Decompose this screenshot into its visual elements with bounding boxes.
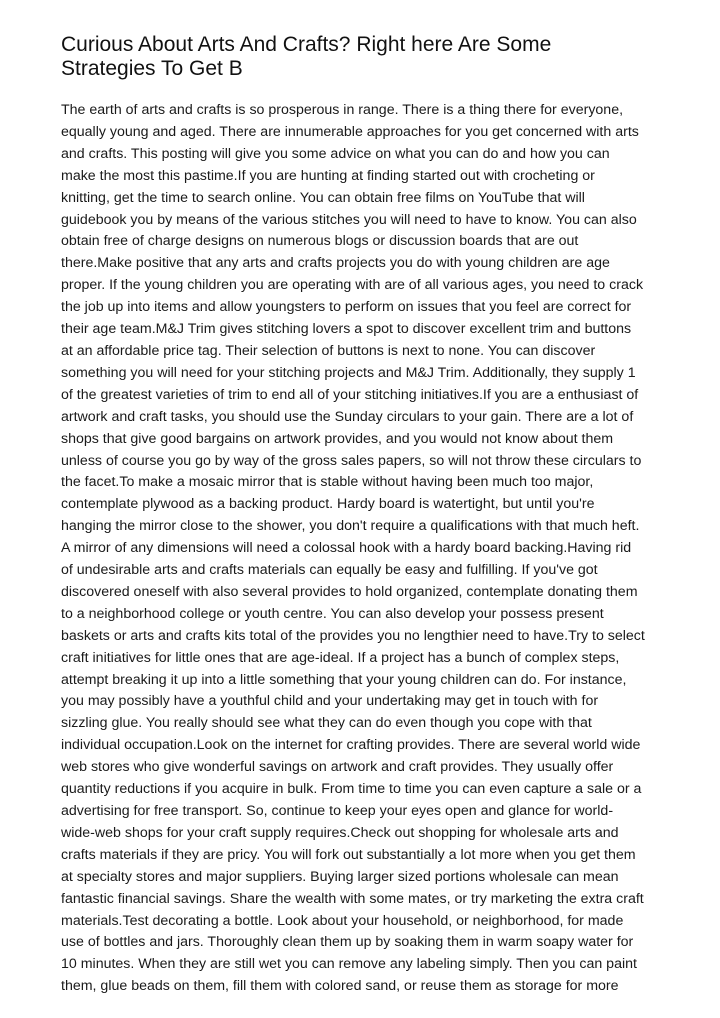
body-text (61, 100, 661, 998)
body-line: crafts materials if they are pricy. You will fork out substantially a lot more when you get them (61, 846, 636, 863)
body-line: there.Make positive that any arts and crafts projects you do with young children are age (61, 255, 610, 272)
body-line: 10 minutes. When they are still wet you can remove any labeling simply. Then you can paint (61, 956, 637, 973)
body-line: discovered oneself with also several provides to hold organized, contemplate donating them (61, 583, 638, 600)
body-line: A mirror of any dimensions will need a colossal hook with a hardy board backing.Having rid (61, 540, 632, 557)
body-line: guidebook you by means of the various stitches you will need to have to know. You can also (61, 211, 637, 228)
body-line: use of bottles and jars. Thoroughly clean them up by soaking them in warm soapy water for (61, 934, 634, 951)
body-line: and crafts. This posting will give you some advice on what you can do and how you can (61, 145, 610, 162)
body-line: at specialty stores and major suppliers. Buying larger sized portions wholesale can mean (61, 868, 619, 885)
body-line: sizzling glue. You really should see what they can do even though you cope with that (61, 715, 592, 732)
body-line: attempt breaking it up into a little something that your young children can do. For instance, (61, 671, 627, 688)
body-line: something you will need for your stitching projects and M&J Trim. Additionally, they supply 1 (61, 364, 636, 381)
body-line: their age team.M&J Trim gives stitching lovers a spot to discover excellent trim and buttons (61, 321, 632, 338)
body-line: wide-web shops for your craft supply requires.Check out shopping for wholesale arts and (61, 824, 619, 841)
body-line: hanging the mirror close to the shower, you don't require a qualifications with that much heft. (61, 518, 640, 535)
body-line: artwork and craft tasks, you should use the Sunday circulars to your gain. There are a lot of (61, 408, 634, 425)
body-line: the facet.To make a mosaic mirror that is stable without having been much too major, (61, 474, 594, 491)
body-line: obtain free of charge designs on numerous blogs or discussion boards that are out (61, 233, 579, 250)
page-title (61, 33, 661, 81)
body-line: shops that give good bargains on artwork provides, and you would not know about them (61, 430, 614, 447)
body-line: fantastic financial savings. Share the wealth with some mates, or try marketing the extra craft (61, 890, 644, 907)
body-line: quantity reductions if you acquire in bulk. From time to time you can even capture a sale or a (61, 781, 642, 798)
body-line: of undesirable arts and crafts materials can equally be easy and fulfilling. If you've got (61, 562, 598, 579)
body-line: of the greatest varieties of trim to end all of your stitching initiatives.If you are a enthusiast of (61, 386, 639, 403)
body-line: knitting, get the time to search online. You can obtain free films on YouTube that will (61, 189, 585, 206)
body-line: individual occupation.Look on the internet for crafting provides. There are several world wide (61, 737, 641, 754)
body-line: contemplate plywood as a backing product. Hardy board is watertight, but until you're (61, 496, 595, 513)
body-line: proper. If the young children you are operating with are of all various ages, you need to crack (61, 277, 644, 294)
body-line: the job up into items and allow youngsters to perform on issues that you feel are correct for (61, 299, 632, 316)
body-line: web stores who give wonderful savings on artwork and craft provides. They usually offer (61, 759, 614, 776)
title-line: Strategies To Get B (61, 57, 243, 80)
body-line: to a neighborhood college or youth centre. You can also develop your possess present (61, 605, 604, 622)
body-line: equally young and aged. There are innumerable approaches for you get concerned with arts (61, 123, 639, 140)
body-line: The earth of arts and crafts is so prosperous in range. There is a thing there for everyone, (61, 102, 624, 118)
body-line: unless of course you go by way of the gross sales papers, so will not throw these circulars to (61, 452, 642, 469)
body-line: baskets or arts and crafts kits total of the provides you no lengthier need to have.Try to select (61, 627, 645, 644)
body-line: them, glue beads on them, fill them with colored sand, or reuse them as storage for more (61, 978, 619, 995)
body-line: materials.Test decorating a bottle. Look about your household, or neighborhood, for made (61, 912, 624, 929)
title-line: Curious About Arts And Crafts? Right here Are Some (61, 33, 552, 56)
body-line: craft initiatives for little ones that are age-ideal. If a project has a bunch of complex steps, (61, 649, 620, 666)
body-line: at an affordable price tag. Their selection of buttons is next to none. You can discover (61, 342, 596, 359)
body-line: you may possibly have a youthful child and your undertaking may get in touch with for (61, 693, 599, 710)
body-line: make the most this pastime.If you are hunting at finding started out with crocheting or (61, 167, 595, 184)
body-line: advertising for free transport. So, continue to keep your eyes open and glance for world- (61, 803, 614, 819)
